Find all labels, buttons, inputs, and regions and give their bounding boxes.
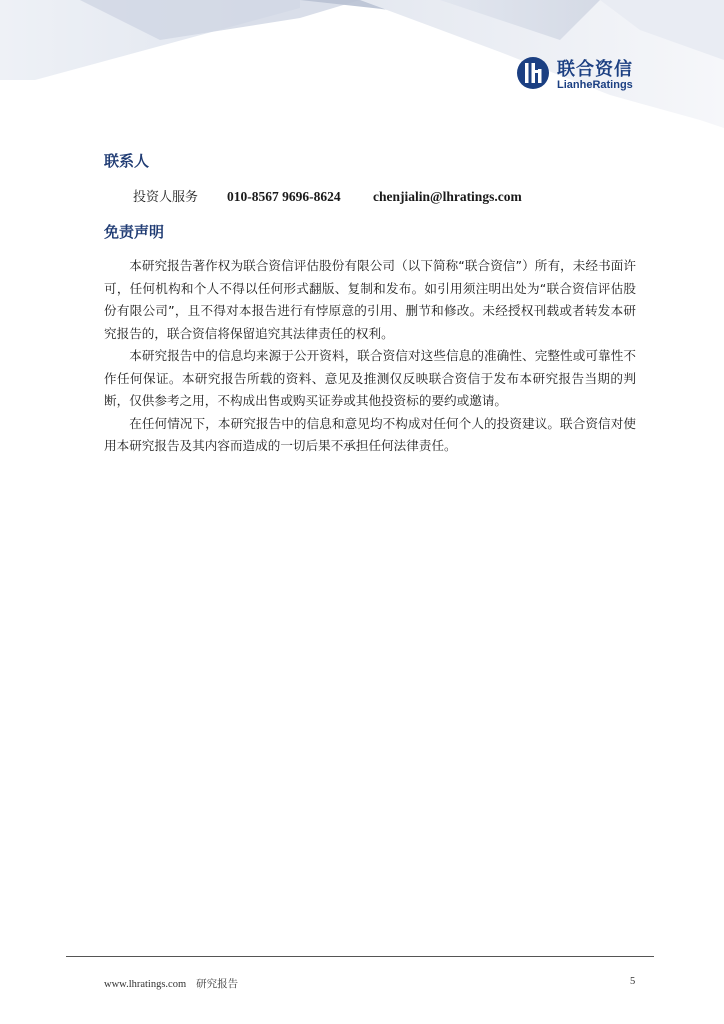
footer-left [104, 976, 238, 991]
page-number: 5 [630, 976, 636, 987]
disclaimer-paragraph: 在任何情况下，本研究报告中的信息和意见均不构成对任何个人的投资建议。联合资信对使用本研究报告及其内容而造成的一切后果不承担任何法律责任。 [104, 415, 636, 453]
contact-email[interactable]: chenjialin@lhratings.com [373, 189, 522, 204]
disclaimer-paragraph: 本研究报告著作权为联合资信评估股份有限公司（以下简称“联合资信”）所有，未经书面许可，任何机构和个人不得以任何形式翻版、复制和发布。如引用须注明出处为“联合资信评估股份有限公司”，且不得对本报告进行有悖原意的引用、删节和修改。未经授权刊载或者转发本研究报告的，联合资信将保留追究其法律责任的权利。 [104, 258, 636, 341]
contact-phone: 010-8567 9696-8624 [227, 189, 341, 204]
footer-doc-label: 研究报告 [196, 978, 239, 990]
disclaimer-body [104, 255, 636, 458]
company-logo [516, 54, 646, 94]
disclaimer-paragraph: 本研究报告中的信息均来源于公开资料，联合资信对这些信息的准确性、完整性或可靠性不作任何保证。本研究报告所载的资料、意见及推测仅反映联合资信于发布本研究报告当期的判断，仅供参考之用，不构成出售或购买证券或其他投资标的要约或邀请。 [104, 348, 636, 408]
logo-mark-icon [516, 56, 550, 90]
footer-divider [66, 956, 654, 957]
logo-english-name: LianheRatings [557, 79, 633, 91]
logo-chinese-name: 联合资信 [557, 59, 633, 80]
contact-section-title: 联系人 [104, 152, 150, 170]
contact-label: 投资人服务 [133, 190, 199, 205]
disclaimer-section-title: 免责声明 [104, 223, 165, 241]
contact-row [133, 186, 522, 205]
footer-website[interactable]: www.lhratings.com [104, 979, 187, 990]
